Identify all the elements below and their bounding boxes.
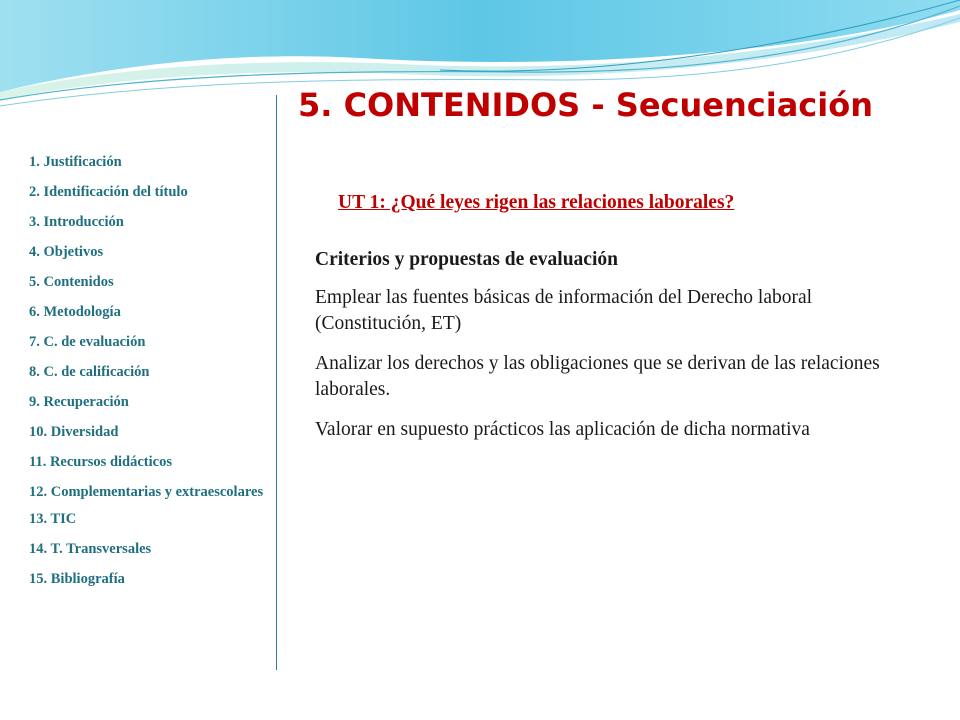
vertical-divider (276, 95, 277, 670)
slide-title: 5. CONTENIDOS - Secuenciación (298, 86, 873, 124)
nav-item-introduccion[interactable]: 3. Introducción (29, 214, 124, 230)
criterion-paragraph: Emplear las fuentes básicas de información del Derecho laboral (Constitución, ET) (315, 287, 813, 334)
nav-item-identificacion[interactable]: 2. Identificación del título (29, 184, 188, 200)
nav-item-recuperacion[interactable]: 9. Recuperación (29, 394, 129, 410)
nav-item-justificacion[interactable]: 1. Justificación (29, 154, 122, 170)
nav-item-diversidad[interactable]: 10. Diversidad (29, 424, 119, 440)
sidebar-nav (29, 153, 269, 600)
criterion-paragraph: Valorar en supuesto prácticos las aplicación de dicha normativa (315, 419, 810, 440)
nav-item-evaluacion[interactable]: 7. C. de evaluación (29, 334, 146, 350)
nav-item-metodologia[interactable]: 6. Metodología (29, 304, 121, 320)
nav-item-tic[interactable]: 13. TIC (29, 511, 77, 527)
main-content (315, 249, 895, 457)
unit-title: UT 1: ¿Qué leyes rigen las relaciones laborales? (338, 192, 735, 213)
nav-item-contenidos[interactable]: 5. Contenidos (29, 274, 114, 290)
nav-item-complementarias[interactable]: 12. Complementarias y extraescolares (29, 484, 264, 500)
nav-item-bibliografia[interactable]: 15. Bibliografía (29, 571, 125, 587)
nav-item-recursos[interactable]: 11. Recursos didácticos (29, 454, 172, 470)
nav-item-objetivos[interactable]: 4. Objetivos (29, 244, 104, 260)
section-heading: Criterios y propuestas de evaluación (315, 249, 618, 270)
nav-item-calificacion[interactable]: 8. C. de calificación (29, 364, 150, 380)
nav-item-transversales[interactable]: 14. T. Transversales (29, 541, 152, 557)
criterion-paragraph: Analizar los derechos y las obligaciones que se derivan de las relaciones laborales. (315, 353, 880, 400)
